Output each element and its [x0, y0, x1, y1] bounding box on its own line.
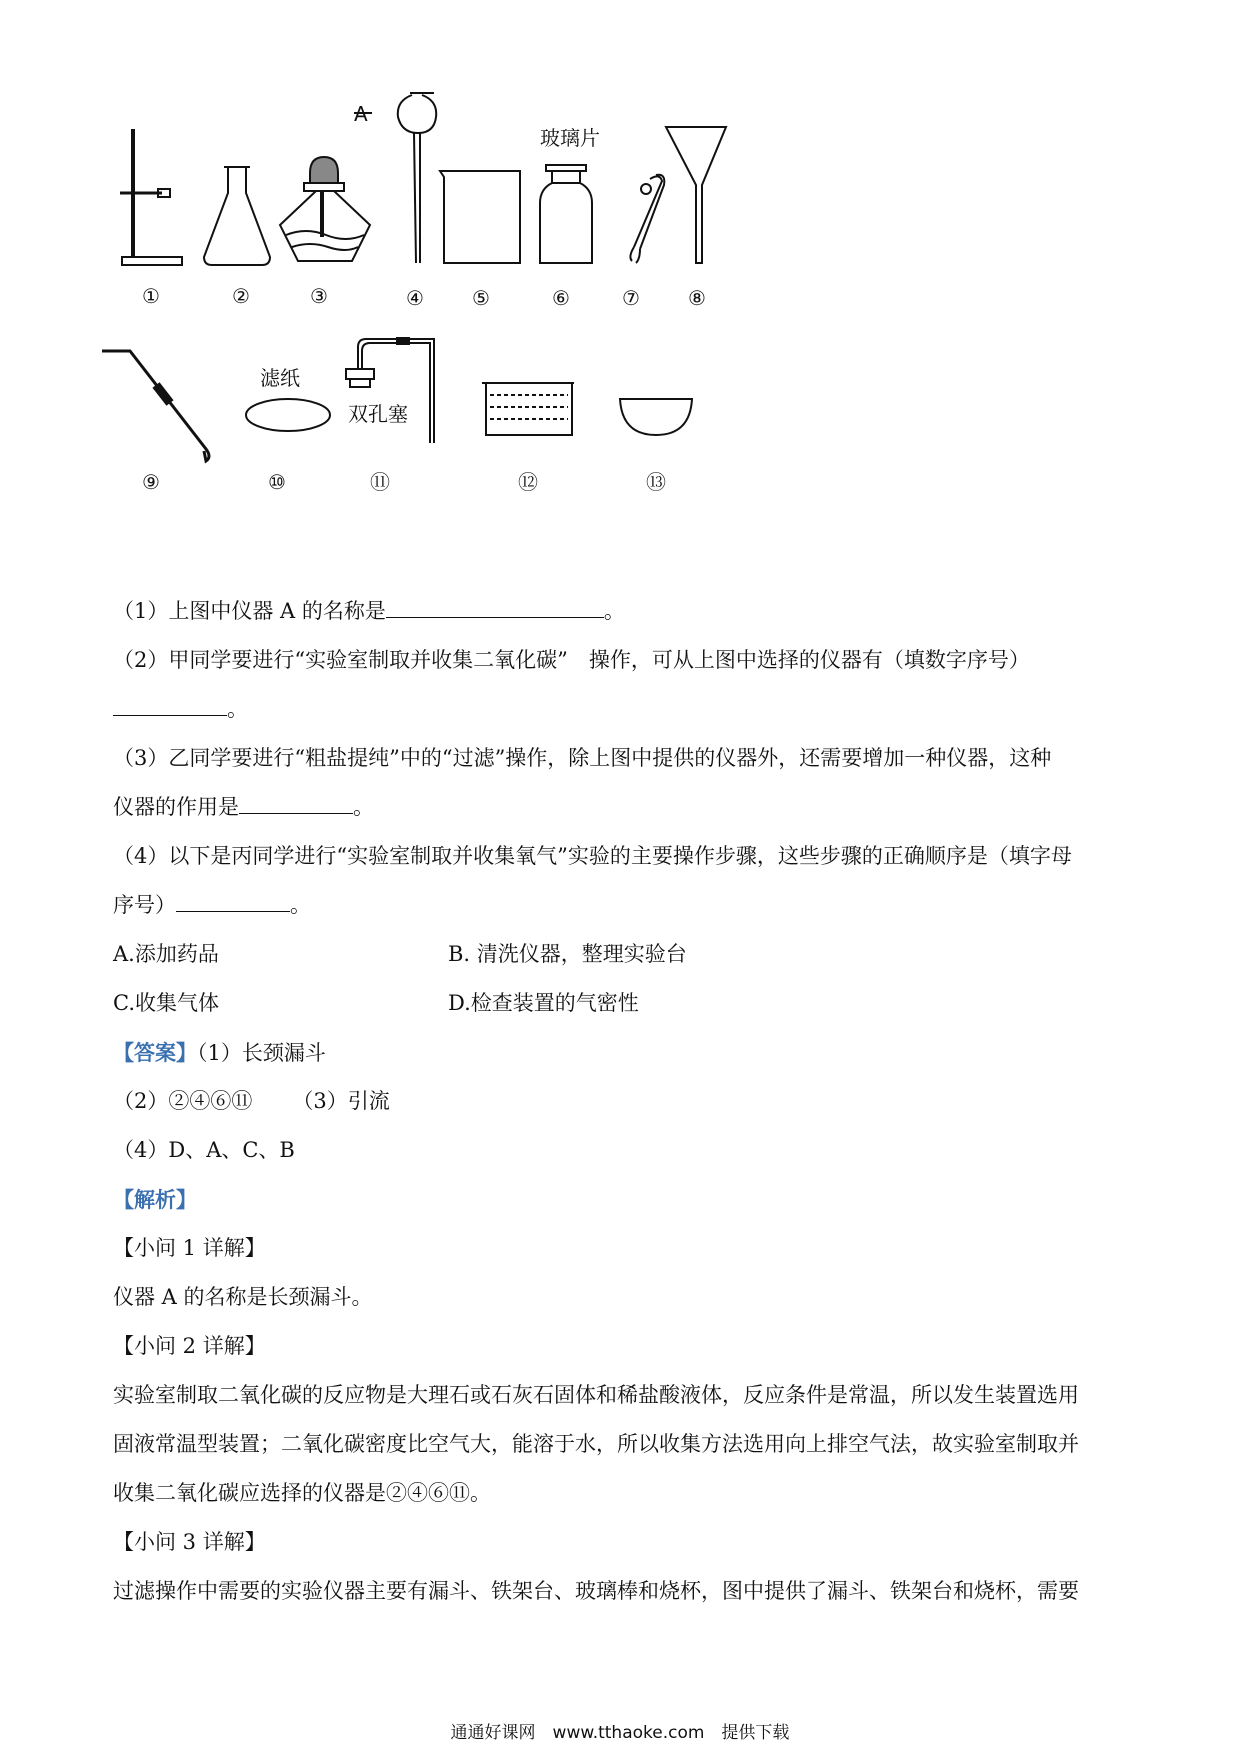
number-13: ⑬: [646, 470, 666, 494]
crucible-tongs-drawing: [630, 175, 664, 263]
options-row-1: [113, 930, 1143, 979]
question-3-cont: 仪器的作用是 。: [113, 783, 1143, 832]
label-filter-paper: 滤纸: [260, 366, 300, 390]
analysis-h2: 【小问 2 详解】: [113, 1334, 266, 1358]
number-10: ⑩: [268, 470, 286, 494]
options-row-2: [113, 979, 1143, 1028]
question-4-cont: 序号） 。: [113, 881, 1143, 930]
label-stopper: 双孔塞: [348, 402, 408, 426]
option-c: C.收集气体: [113, 991, 219, 1015]
analysis-label-line: [113, 1175, 1143, 1224]
bent-glass-tube-drawing: [102, 351, 209, 461]
number-6: ⑥: [552, 286, 570, 310]
evaporating-dish-drawing: [620, 399, 692, 435]
alcohol-lamp-drawing: [280, 157, 370, 261]
analysis-p2-l3: 收集二氧化碳应选择的仪器是②④⑥⑪。: [113, 1481, 491, 1505]
answer-blank-1: [386, 595, 604, 618]
iron-stand-drawing: [120, 129, 182, 265]
number-1: ①: [142, 284, 160, 308]
beaker-drawing: [440, 171, 520, 263]
water-trough-drawing: [482, 383, 574, 435]
option-b: B. 清洗仪器，整理实验台: [448, 942, 687, 966]
question-4: （4）以下是丙同学进行“实验室制取并收集氧气”实验的主要操作步骤，这些步骤的正确顺序是（填字母: [113, 844, 1072, 868]
number-5: ⑤: [472, 286, 490, 310]
number-2: ②: [232, 284, 250, 308]
label-A: A: [354, 102, 368, 126]
number-7: ⑦: [622, 286, 640, 310]
question-2-cont: 。: [113, 685, 1143, 734]
answer-blank-2: [113, 693, 227, 716]
question-1: （1）上图中仪器 A 的名称是 。: [113, 587, 1143, 636]
answer-line-3: （4）D、A、C、B: [113, 1138, 295, 1162]
analysis-p1: 仪器 A 的名称是长颈漏斗。: [113, 1285, 373, 1309]
question-block: [113, 587, 1143, 1616]
number-12: ⑫: [518, 470, 538, 494]
conical-flask-drawing: [204, 167, 270, 265]
number-8: ⑧: [688, 286, 706, 310]
number-11: ⑪: [370, 470, 390, 494]
funnel-drawing: [666, 127, 726, 263]
analysis-h3: 【小问 3 详解】: [113, 1530, 266, 1554]
question-3: （3）乙同学要进行“粗盐提纯”中的“过滤”操作，除上图中提供的仪器外，还需要增加一种仪器，这种: [113, 746, 1052, 770]
analysis-h1: 【小问 1 详解】: [113, 1236, 266, 1260]
analysis-p3-l1: 过滤操作中需要的实验仪器主要有漏斗、铁架台、玻璃棒和烧杯，图中提供了漏斗、铁架台和烧杯，需要: [113, 1579, 1079, 1603]
number-3: ③: [310, 284, 328, 308]
filter-paper-drawing: [246, 399, 330, 431]
number-9: ⑨: [142, 470, 160, 494]
analysis-p2-l2: 固液常温型装置；二氧化碳密度比空气大，能溶于水，所以收集方法选用向上排空气法，故实验室制取并: [113, 1432, 1079, 1456]
apparatus-figure: [100, 85, 820, 565]
analysis-label: 【解析】: [113, 1187, 197, 1212]
answer-blank-4: [176, 889, 290, 912]
gas-jar-drawing: [540, 165, 592, 263]
analysis-p2-l1: 实验室制取二氧化碳的反应物是大理石或石灰石固体和稀盐酸液体，反应条件是常温，所以发生装置选用: [113, 1383, 1079, 1407]
footer: 通通好课网 www.tthaoke.com 提供下载: [450, 1723, 790, 1743]
answer-line-2: （2）②④⑥⑪ （3）引流: [113, 1089, 390, 1113]
label-glass-plate: 玻璃片: [540, 126, 600, 150]
option-a: A.添加药品: [113, 942, 219, 966]
answer-line-1: 【答案】（1）长颈漏斗: [113, 1040, 326, 1065]
two-hole-stopper-drawing: [346, 339, 434, 443]
answer-blank-3: [239, 791, 353, 814]
number-4: ④: [406, 286, 424, 310]
question-2: （2）甲同学要进行“实验室制取并收集二氧化碳” 操作，可从上图中选择的仪器有（填数字序号）: [113, 648, 1030, 672]
answer-label: 【答案】: [113, 1040, 197, 1065]
option-d: D.检查装置的气密性: [448, 991, 639, 1015]
